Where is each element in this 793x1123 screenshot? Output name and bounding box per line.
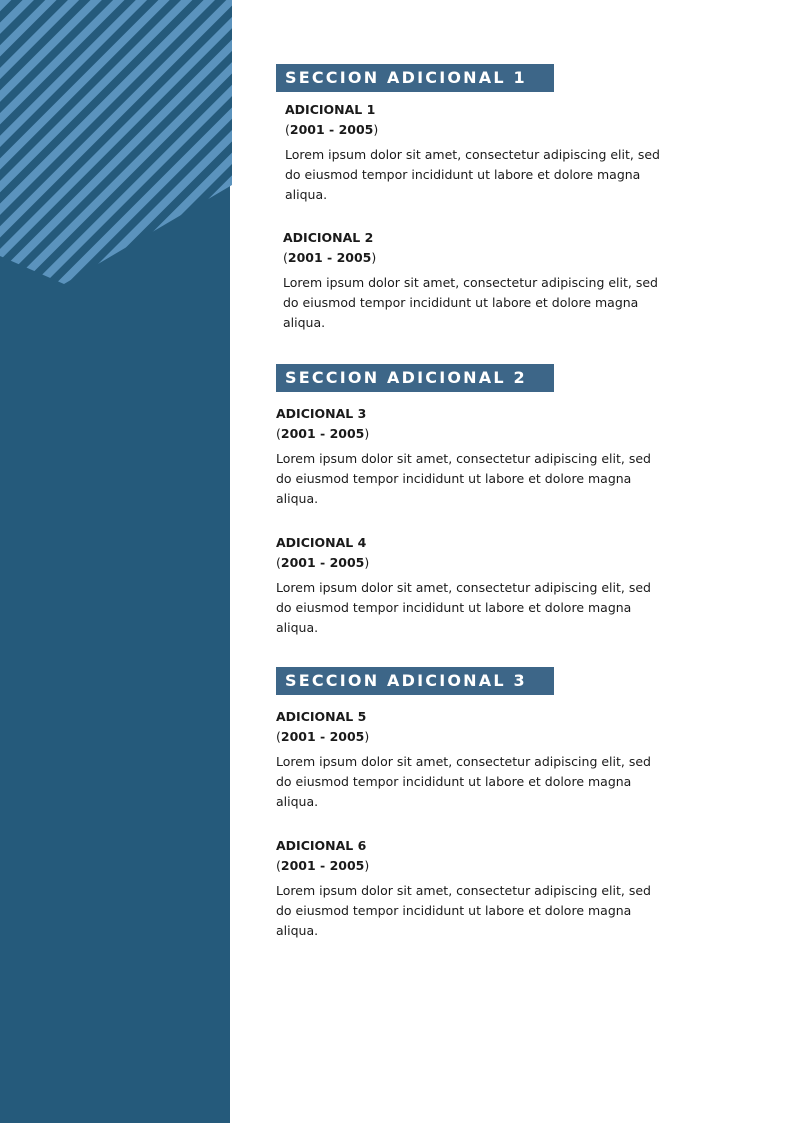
entry-adicional-5: [276, 707, 656, 812]
entry-title: ADICIONAL 5: [276, 709, 367, 724]
entry-title: ADICIONAL 4: [276, 535, 367, 550]
entry-adicional-3: [276, 404, 656, 509]
entry-title: ADICIONAL 3: [276, 406, 367, 421]
entry-title: ADICIONAL 6: [276, 838, 367, 853]
entry-description: Lorem ipsum dolor sit amet, consectetur adipiscing elit, sed do eiusmod tempor incididunt ut labore et dolore magna aliqua.: [276, 883, 651, 938]
entry-description: Lorem ipsum dolor sit amet, consectetur adipiscing elit, sed do eiusmod tempor incididunt ut labore et dolore magna aliqua.: [283, 275, 658, 330]
entry-description: Lorem ipsum dolor sit amet, consectetur adipiscing elit, sed do eiusmod tempor incididunt ut labore et dolore magna aliqua.: [276, 451, 651, 506]
entry-title: ADICIONAL 2: [283, 230, 374, 245]
entry-dates: (2001 - 2005): [285, 122, 379, 137]
section-header-2: SECCION ADICIONAL 2: [276, 364, 554, 392]
section-header-1: SECCION ADICIONAL 1: [276, 64, 554, 92]
entry-description: Lorem ipsum dolor sit amet, consectetur adipiscing elit, sed do eiusmod tempor incididunt ut labore et dolore magna aliqua.: [276, 754, 651, 809]
entry-title: ADICIONAL 1: [285, 102, 376, 117]
entry-description: Lorem ipsum dolor sit amet, consectetur adipiscing elit, sed do eiusmod tempor incididunt ut labore et dolore magna aliqua.: [276, 580, 651, 635]
entry-dates: (2001 - 2005): [276, 555, 370, 570]
entry-dates: (2001 - 2005): [283, 250, 377, 265]
entry-description: Lorem ipsum dolor sit amet, consectetur adipiscing elit, sed do eiusmod tempor incididunt ut labore et dolore magna aliqua.: [285, 147, 660, 202]
entry-adicional-6: [276, 836, 656, 941]
entry-dates: (2001 - 2005): [276, 858, 370, 873]
entry-adicional-1: [285, 100, 665, 205]
section-header-3: SECCION ADICIONAL 3: [276, 667, 554, 695]
entry-adicional-2: [283, 228, 663, 333]
entry-adicional-4: [276, 533, 656, 638]
entry-dates: (2001 - 2005): [276, 729, 370, 744]
entry-dates: (2001 - 2005): [276, 426, 370, 441]
